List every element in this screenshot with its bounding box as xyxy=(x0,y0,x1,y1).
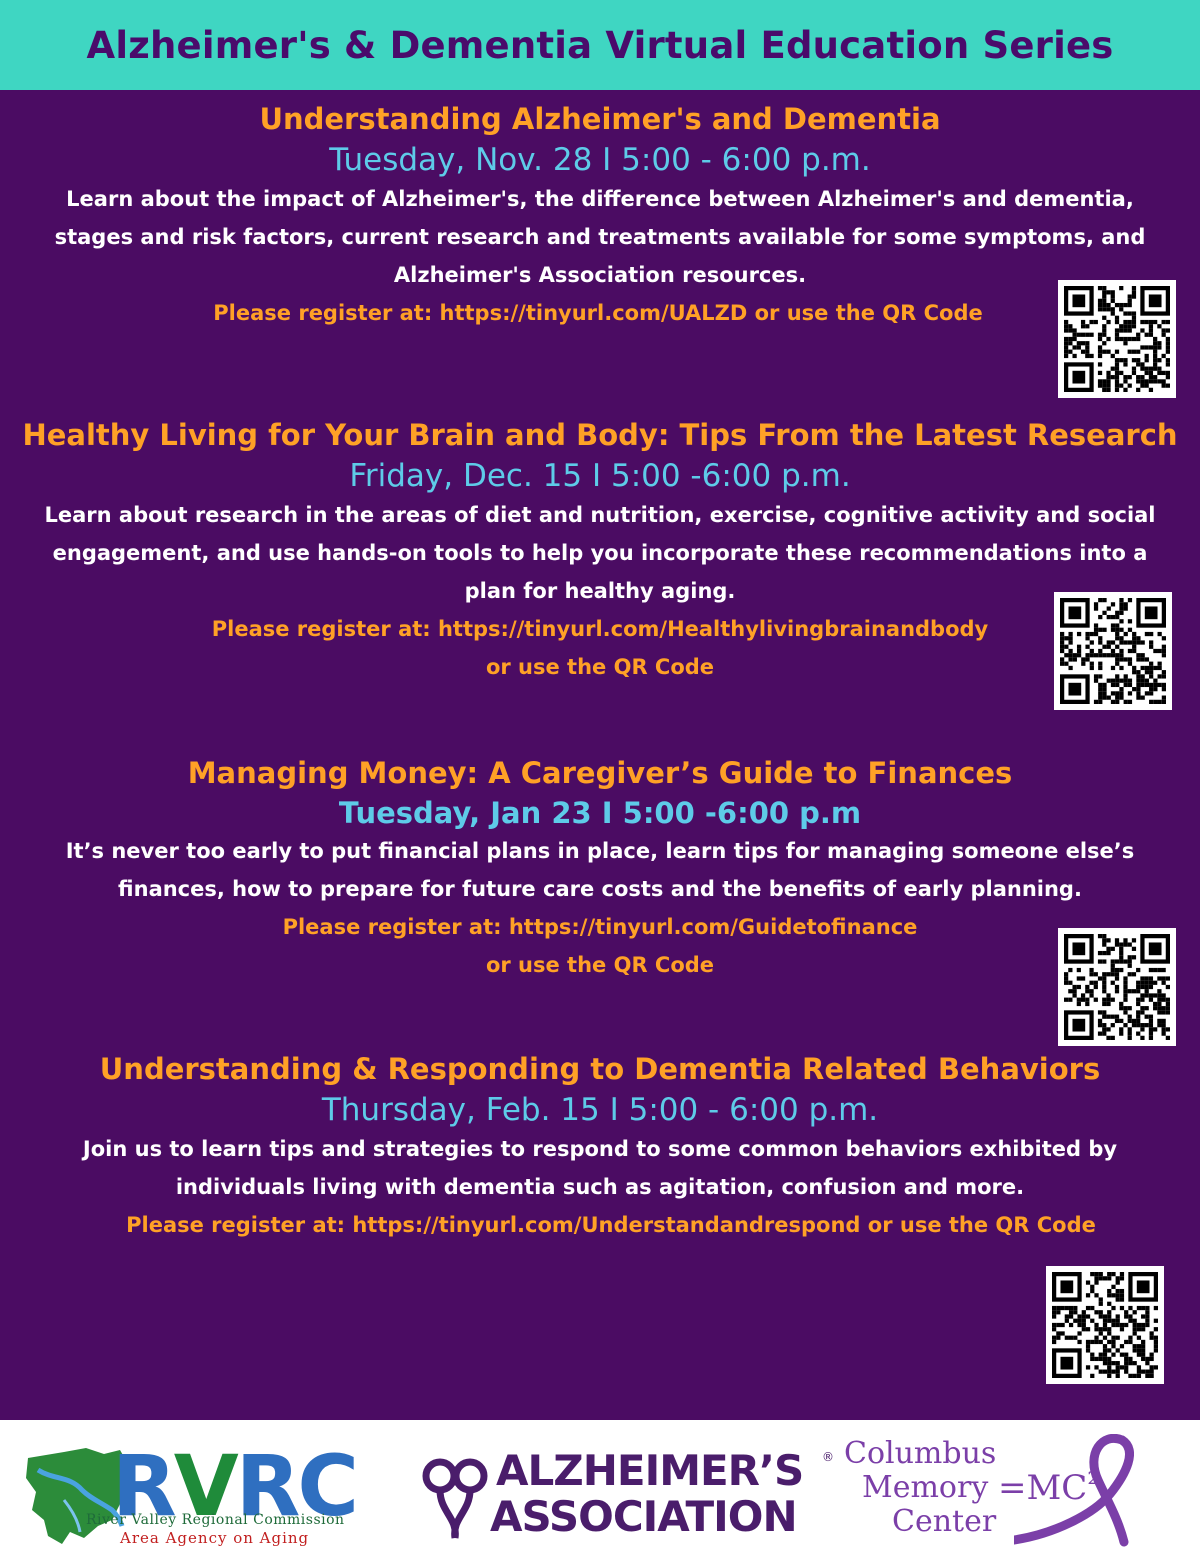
desc-line: Alzheimer's Association resources. xyxy=(393,263,807,287)
session-title: Healthy Living for Your Brain and Body: Tips From the Latest Research xyxy=(22,418,1178,452)
cmc-word-1: Columbus xyxy=(844,1436,997,1471)
desc-line: Join us to learn tips and strategies to respond to some common behaviors exhibited by xyxy=(82,1137,1118,1161)
session-title: Understanding Alzheimer's and Dementia xyxy=(259,102,941,136)
register-line[interactable]: or use the QR Code xyxy=(485,655,715,679)
page-title: Alzheimer's & Dementia Virtual Education Series xyxy=(86,23,1114,67)
columbus-memory-center-logo xyxy=(838,1434,1188,1550)
session-3 xyxy=(0,756,1200,984)
register-line[interactable]: or use the QR Code xyxy=(485,953,715,977)
register-link[interactable] xyxy=(22,1206,1200,1244)
rvrc-letter: V xyxy=(173,1437,236,1535)
alzheimers-association-logo xyxy=(418,1440,838,1550)
registered-mark: ® xyxy=(822,1450,834,1464)
session-description xyxy=(0,496,1200,610)
desc-line: plan for healthy aging. xyxy=(464,579,736,603)
qr-code-icon[interactable] xyxy=(1054,592,1172,710)
session-title: Understanding & Responding to Dementia Related Behaviors xyxy=(99,1052,1101,1086)
session-date: Thursday, Feb. 15 I 5:00 - 6:00 p.m. xyxy=(321,1092,879,1128)
sessions-panel xyxy=(0,90,1200,1420)
session-date: Tuesday, Jan 23 I 5:00 -6:00 p.m xyxy=(338,796,862,830)
desc-line: Learn about research in the areas of diet and nutrition, exercise, cognitive activity and social xyxy=(44,503,1156,527)
register-line[interactable]: Please register at: https://tinyurl.com/Understandandrespond or use the QR Code xyxy=(126,1213,1096,1237)
rvrc-logo xyxy=(24,1437,414,1550)
session-1 xyxy=(0,102,1200,332)
sponsor-footer xyxy=(0,1420,1200,1553)
session-date: Friday, Dec. 15 I 5:00 -6:00 p.m. xyxy=(349,458,851,494)
alz-name-line2: ASSOCIATION xyxy=(490,1492,797,1541)
cmc-eq-sup: 2 xyxy=(1087,1468,1099,1489)
session-date: Tuesday, Nov. 28 I 5:00 - 6:00 p.m. xyxy=(329,142,871,178)
register-line[interactable]: Please register at: https://tinyurl.com/Guidetofinance xyxy=(282,915,918,939)
session-4 xyxy=(0,1052,1200,1244)
register-line[interactable]: Please register at: https://tinyurl.com/UALZD or use the QR Code xyxy=(213,301,983,325)
purple-ribbon-icon xyxy=(1014,1434,1134,1550)
register-link[interactable] xyxy=(0,610,1200,686)
alzheimers-association-logo-icon xyxy=(418,1446,492,1546)
session-2 xyxy=(0,418,1200,686)
register-link[interactable] xyxy=(0,908,1200,984)
desc-line: It’s never too early to put financial plans in place, learn tips for managing someone else’s xyxy=(65,839,1135,863)
desc-line: finances, how to prepare for future care costs and the benefits of early planning. xyxy=(118,877,1082,901)
cmc-word-3: Center xyxy=(892,1504,997,1539)
alz-name-line1: ALZHEIMER’S xyxy=(496,1446,804,1495)
qr-code-icon[interactable] xyxy=(1058,928,1176,1046)
rvrc-letter: R xyxy=(235,1437,298,1535)
rvrc-letter: R xyxy=(112,1437,174,1535)
qr-code-icon[interactable] xyxy=(1058,280,1176,398)
cmc-word-2: Memory xyxy=(862,1470,989,1505)
desc-line: engagement, and use hands-on tools to help you incorporate these recommendations into a xyxy=(52,541,1148,565)
rvrc-name: River Valley Regional Commission xyxy=(86,1512,345,1528)
rvrc-tagline: Area Agency on Aging xyxy=(120,1529,310,1547)
session-description xyxy=(0,832,1200,908)
register-line[interactable]: Please register at: https://tinyurl.com/Healthylivingbrainandbody xyxy=(211,617,989,641)
session-title: Managing Money: A Caregiver’s Guide to Finances xyxy=(187,756,1013,790)
session-description xyxy=(0,1130,1200,1206)
rvrc-letter: C xyxy=(297,1437,357,1535)
desc-line: individuals living with dementia such as agitation, confusion and more. xyxy=(175,1175,1025,1199)
qr-code-icon[interactable] xyxy=(1046,1266,1164,1384)
register-link[interactable] xyxy=(0,294,1200,332)
session-description xyxy=(0,180,1200,294)
desc-line: stages and risk factors, current research and treatments available for some symptoms, and xyxy=(54,225,1146,249)
header-banner xyxy=(0,0,1200,90)
cmc-eq-text: =MC xyxy=(998,1468,1088,1508)
desc-line: Learn about the impact of Alzheimer's, the difference between Alzheimer's and dementia, xyxy=(66,187,1134,211)
